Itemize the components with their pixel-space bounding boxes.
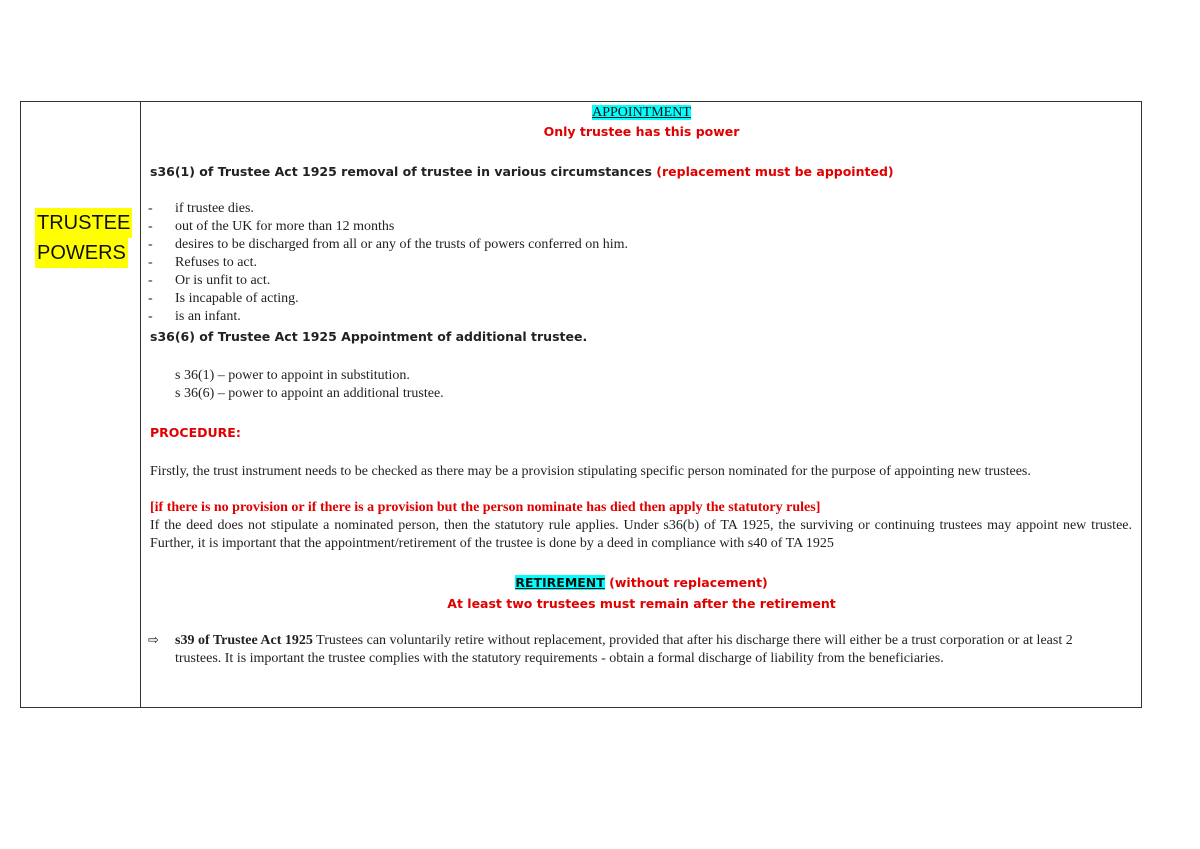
list-item: - is an infant. [148,309,241,324]
procedure-bracket-note: [if there is no provision or if there is a provision but the person nominate has died then apply the statutory rules] [150,500,821,515]
appointment-title-row [142,105,1141,121]
appointment-subtitle: Only trustee has this power [543,124,740,139]
s36-1-heading: s36(1) of Trustee Act 1925 removal of trustee in various circumstances [150,164,652,179]
list-item: - out of the UK for more than 12 months [148,219,395,234]
side-heading-line1: TRUSTEE [35,208,132,238]
procedure-heading: PROCEDURE: [150,425,241,440]
retirement-subtitle: At least two trustees must remain after the retirement [447,596,836,611]
retirement-title-note: (without replacement) [609,575,768,590]
s36-1-heading-row [150,164,894,179]
appointment-title: APPOINTMENT [592,105,691,120]
retirement-point-bold: s39 of Trustee Act 1925 [175,633,313,648]
procedure-paragraph-1: Firstly, the trust instrument needs to be checked as there may be a provision stipulating specific person nominated for the purpose of appointing new trustees. [150,464,1031,479]
side-heading [35,208,132,268]
list-item: - desires to be discharged from all or any of the trusts of powers conferred on him. [148,237,629,252]
retirement-title: RETIREMENT [515,575,605,590]
side-heading-cell [21,102,141,707]
side-heading-line2: POWERS [35,238,128,268]
list-item: - Is incapable of acting. [148,291,299,306]
retirement-point-text [175,632,1111,668]
retirement-point-body: Trustees can voluntarily retire without replacement, provided that after his discharge there will either be a trust corporation or at least 2 trustees. It is important the trustee complies with the statutory requirements - obtain a formal discharge of liability from the beneficiaries. [175,633,1073,666]
retirement-title-row [142,575,1141,590]
list-item: - if trustee dies. [148,201,254,216]
notes-table [20,101,1142,708]
procedure-paragraph-2: If the deed does not stipulate a nominated person, then the statutory rule applies. Under s36(b) of TA 1925, the surviving or continuing trustees may appoint new trustee. Further, it is important that the appointment/retirement of the trustee is done by a deed in compliance with s40 of TA 1925 [150,518,1132,551]
content-cell [142,102,1141,707]
retirement-point [148,632,1111,668]
list-item: - Or is unfit to act. [148,273,271,288]
list-item: - Refuses to act. [148,255,258,270]
power-item: s 36(1) – power to appoint in substitution. [175,368,410,383]
s36-1-note: (replacement must be appointed) [656,164,894,179]
s36-6-heading: s36(6) of Trustee Act 1925 Appointment of additional trustee. [150,329,588,344]
power-item: s 36(6) – power to appoint an additional trustee. [175,386,444,401]
arrow-right-icon: ⇨ [148,633,159,648]
